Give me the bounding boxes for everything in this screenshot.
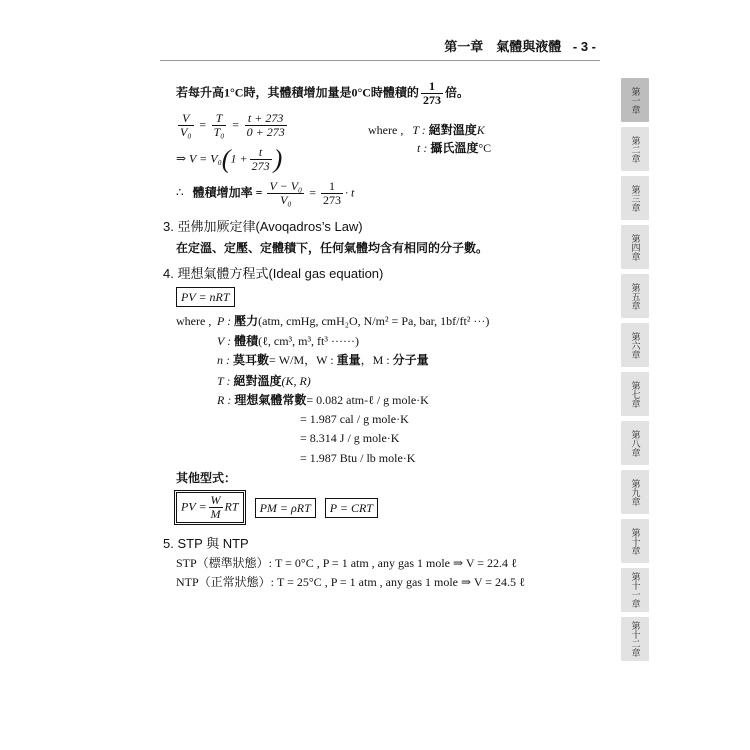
eq1-td: 0 + 273 — [246, 125, 285, 139]
n-definition — [217, 352, 429, 368]
tab-chapter-12[interactable] — [621, 617, 649, 661]
tab-chapter-11[interactable] — [621, 568, 649, 612]
n-symbol: n : — [217, 353, 230, 367]
R-value-1: = 0.082 atm-ℓ / g mole·K — [306, 393, 429, 407]
T2-description: 絕對溫度 — [233, 374, 282, 388]
eq1-frac-temp — [245, 112, 287, 139]
form-1 — [174, 490, 246, 525]
tab-chapter-5[interactable] — [621, 274, 649, 318]
tab-chapter-7[interactable] — [621, 372, 649, 416]
eq3-n2: 1 — [321, 180, 343, 194]
R-definition — [217, 392, 429, 408]
tab-chapter-3[interactable] — [621, 176, 649, 220]
other-forms — [174, 490, 378, 525]
eq3-equals: = — [309, 185, 316, 200]
form1-lhs: PV = — [181, 499, 207, 514]
eq1-frac-v — [178, 112, 194, 139]
eq1-v: V — [178, 112, 194, 126]
tab-chapter-9[interactable] — [621, 470, 649, 514]
V-description: 體積 — [234, 334, 259, 348]
other-forms-label: 其他型式： — [176, 471, 237, 485]
t-description: 攝氏溫度 — [430, 141, 479, 155]
tab-label: 第三章 — [629, 184, 640, 212]
right-paren: ) — [273, 144, 283, 174]
P-definition — [217, 313, 489, 329]
form-2: PM = ρRT — [255, 498, 316, 518]
eq3-den: V₀ — [280, 193, 292, 207]
section-5-title: 5. STP 與 NTP — [163, 536, 249, 551]
n-description: 莫耳數 — [233, 353, 270, 367]
ideal-gas-equation: PV = nRT — [176, 287, 235, 307]
P-symbol: P : — [217, 314, 232, 328]
tab-label: 第十一章 — [629, 572, 640, 608]
section-3-title: 3. 亞佛加厥定律(Avoqadros’s Law) — [163, 219, 363, 234]
T2-units: (K, R) — [281, 374, 311, 388]
tab-label: 第二章 — [629, 135, 640, 163]
intro-frac-den: 273 — [422, 93, 441, 107]
R-value-2: = 1.987 cal / g mole·K — [300, 412, 409, 426]
n-M-symbol: ，M : — [360, 353, 393, 367]
eq3-d2: 273 — [322, 193, 341, 207]
form1-rhs: RT — [224, 499, 239, 514]
section-3-body: 在定溫、定壓、定體積下，任何氣體均含有相同的分子數。 — [176, 241, 489, 255]
equation-rate — [176, 180, 354, 207]
P-description: 壓力 — [234, 314, 259, 328]
n-W-symbol: ，W : — [304, 353, 337, 367]
form1-den: M — [210, 507, 221, 521]
tab-label: 第十二章 — [629, 621, 640, 657]
T2-symbol: T : — [217, 374, 231, 388]
T-description: 絕對溫度 — [428, 123, 477, 137]
eq3-frac-1 — [267, 180, 304, 207]
eq3-tail: · t — [344, 185, 355, 200]
intro-fraction — [421, 80, 443, 107]
where-T — [368, 122, 485, 138]
tab-label: 第八章 — [629, 429, 640, 457]
n-W-description: 重量 — [336, 353, 361, 367]
eq2-one-plus: 1 + — [230, 151, 248, 166]
R-value-3: = 8.314 J / g mole·K — [300, 431, 400, 445]
tab-chapter-4[interactable] — [621, 225, 649, 269]
tab-label: 第六章 — [629, 331, 640, 359]
ntp-line: NTP（正常狀態）: T = 25°C , P = 1 atm , any gas 1 mole ⇒ V = 24.5 ℓ — [176, 575, 525, 589]
intro-line — [176, 80, 469, 107]
equation-ratio: $\frac{V}{\text{V₀}}$ = $\frac{T}{\text{T₀}}$ = $\frac{t + 273}{0 + 273}$ — [180, 111, 285, 139]
where-label-1: where , — [368, 123, 404, 137]
tab-chapter-8[interactable] — [621, 421, 649, 465]
form-3: P = CRT — [325, 498, 378, 518]
eq1-tn: t + 273 — [245, 112, 287, 126]
P-units: (atm, cmHg, cmH₂O, N/m² = Pa, bar, 1bf/ft² ···) — [258, 314, 490, 328]
where-t — [417, 140, 491, 156]
eq1-t: T — [212, 112, 227, 126]
stp-line: STP（標準狀態）: T = 0°C , P = 1 atm , any gas 1 mole ⇒ V = 22.4 ℓ — [176, 556, 517, 570]
header-text — [444, 36, 596, 55]
eq1-v0: V₀ — [180, 125, 192, 139]
V-units: (ℓ, cm³, m³, ft³ ······) — [258, 334, 359, 348]
tab-label: 第五章 — [629, 282, 640, 310]
tab-label: 第七章 — [629, 380, 640, 408]
V-symbol: V : — [217, 334, 232, 348]
eq1-t0: T₀ — [213, 125, 225, 139]
rate-label: 體積增加率 = — [192, 185, 263, 200]
eq3-num: V − V₀ — [269, 179, 303, 193]
page-number: - 3 - — [572, 39, 596, 54]
t-unit: °C — [478, 141, 492, 155]
left-paren: ( — [221, 144, 231, 174]
ideal-gas-boxed — [176, 287, 235, 307]
tab-chapter-1[interactable] — [621, 78, 649, 122]
T-symbol: T : — [412, 123, 426, 137]
tab-label: 第四章 — [629, 233, 640, 261]
n-M-description: 分子量 — [392, 353, 429, 367]
form1-num: W — [210, 493, 221, 507]
R-symbol: R : — [217, 393, 232, 407]
therefore-symbol: ∴ — [176, 185, 184, 200]
eq2-num: t — [250, 146, 272, 160]
section-4-title: 4. 理想氣體方程式(Ideal gas equation) — [163, 266, 384, 281]
t-symbol: t : — [417, 141, 428, 155]
intro-frac-num: 1 — [421, 80, 443, 94]
eq2-den: 273 — [251, 159, 270, 173]
eq3-frac-2 — [321, 180, 343, 207]
eq2-lhs: ⇒ V = V₀ — [176, 151, 222, 166]
T-definition — [217, 373, 311, 389]
chapter-title: 第一章 氣體與液體 — [444, 39, 562, 54]
where-label-2: where , — [176, 314, 212, 328]
tab-chapter-2[interactable] — [621, 127, 649, 171]
page-header — [160, 36, 600, 61]
equation-volume — [176, 146, 282, 173]
tab-label: 第十章 — [629, 527, 640, 555]
tab-label: 第一章 — [629, 86, 640, 114]
n-equation: = W/M — [269, 353, 305, 367]
R-description: 理想氣體常數 — [234, 393, 307, 407]
intro-suffix: 倍。 — [444, 85, 469, 100]
V-definition — [217, 333, 359, 349]
form1-frac — [209, 494, 223, 521]
T-unit: K — [476, 123, 485, 137]
tab-label: 第九章 — [629, 478, 640, 506]
intro-prefix: 若每升高1°C時，其體積增加量是0°C時體積的 — [176, 85, 419, 100]
eq2-frac — [250, 146, 272, 173]
tab-chapter-10[interactable] — [621, 519, 649, 563]
eq1-frac-t — [212, 112, 227, 139]
tab-chapter-6[interactable] — [621, 323, 649, 367]
R-value-4: = 1.987 Btu / lb mole·K — [300, 451, 416, 465]
